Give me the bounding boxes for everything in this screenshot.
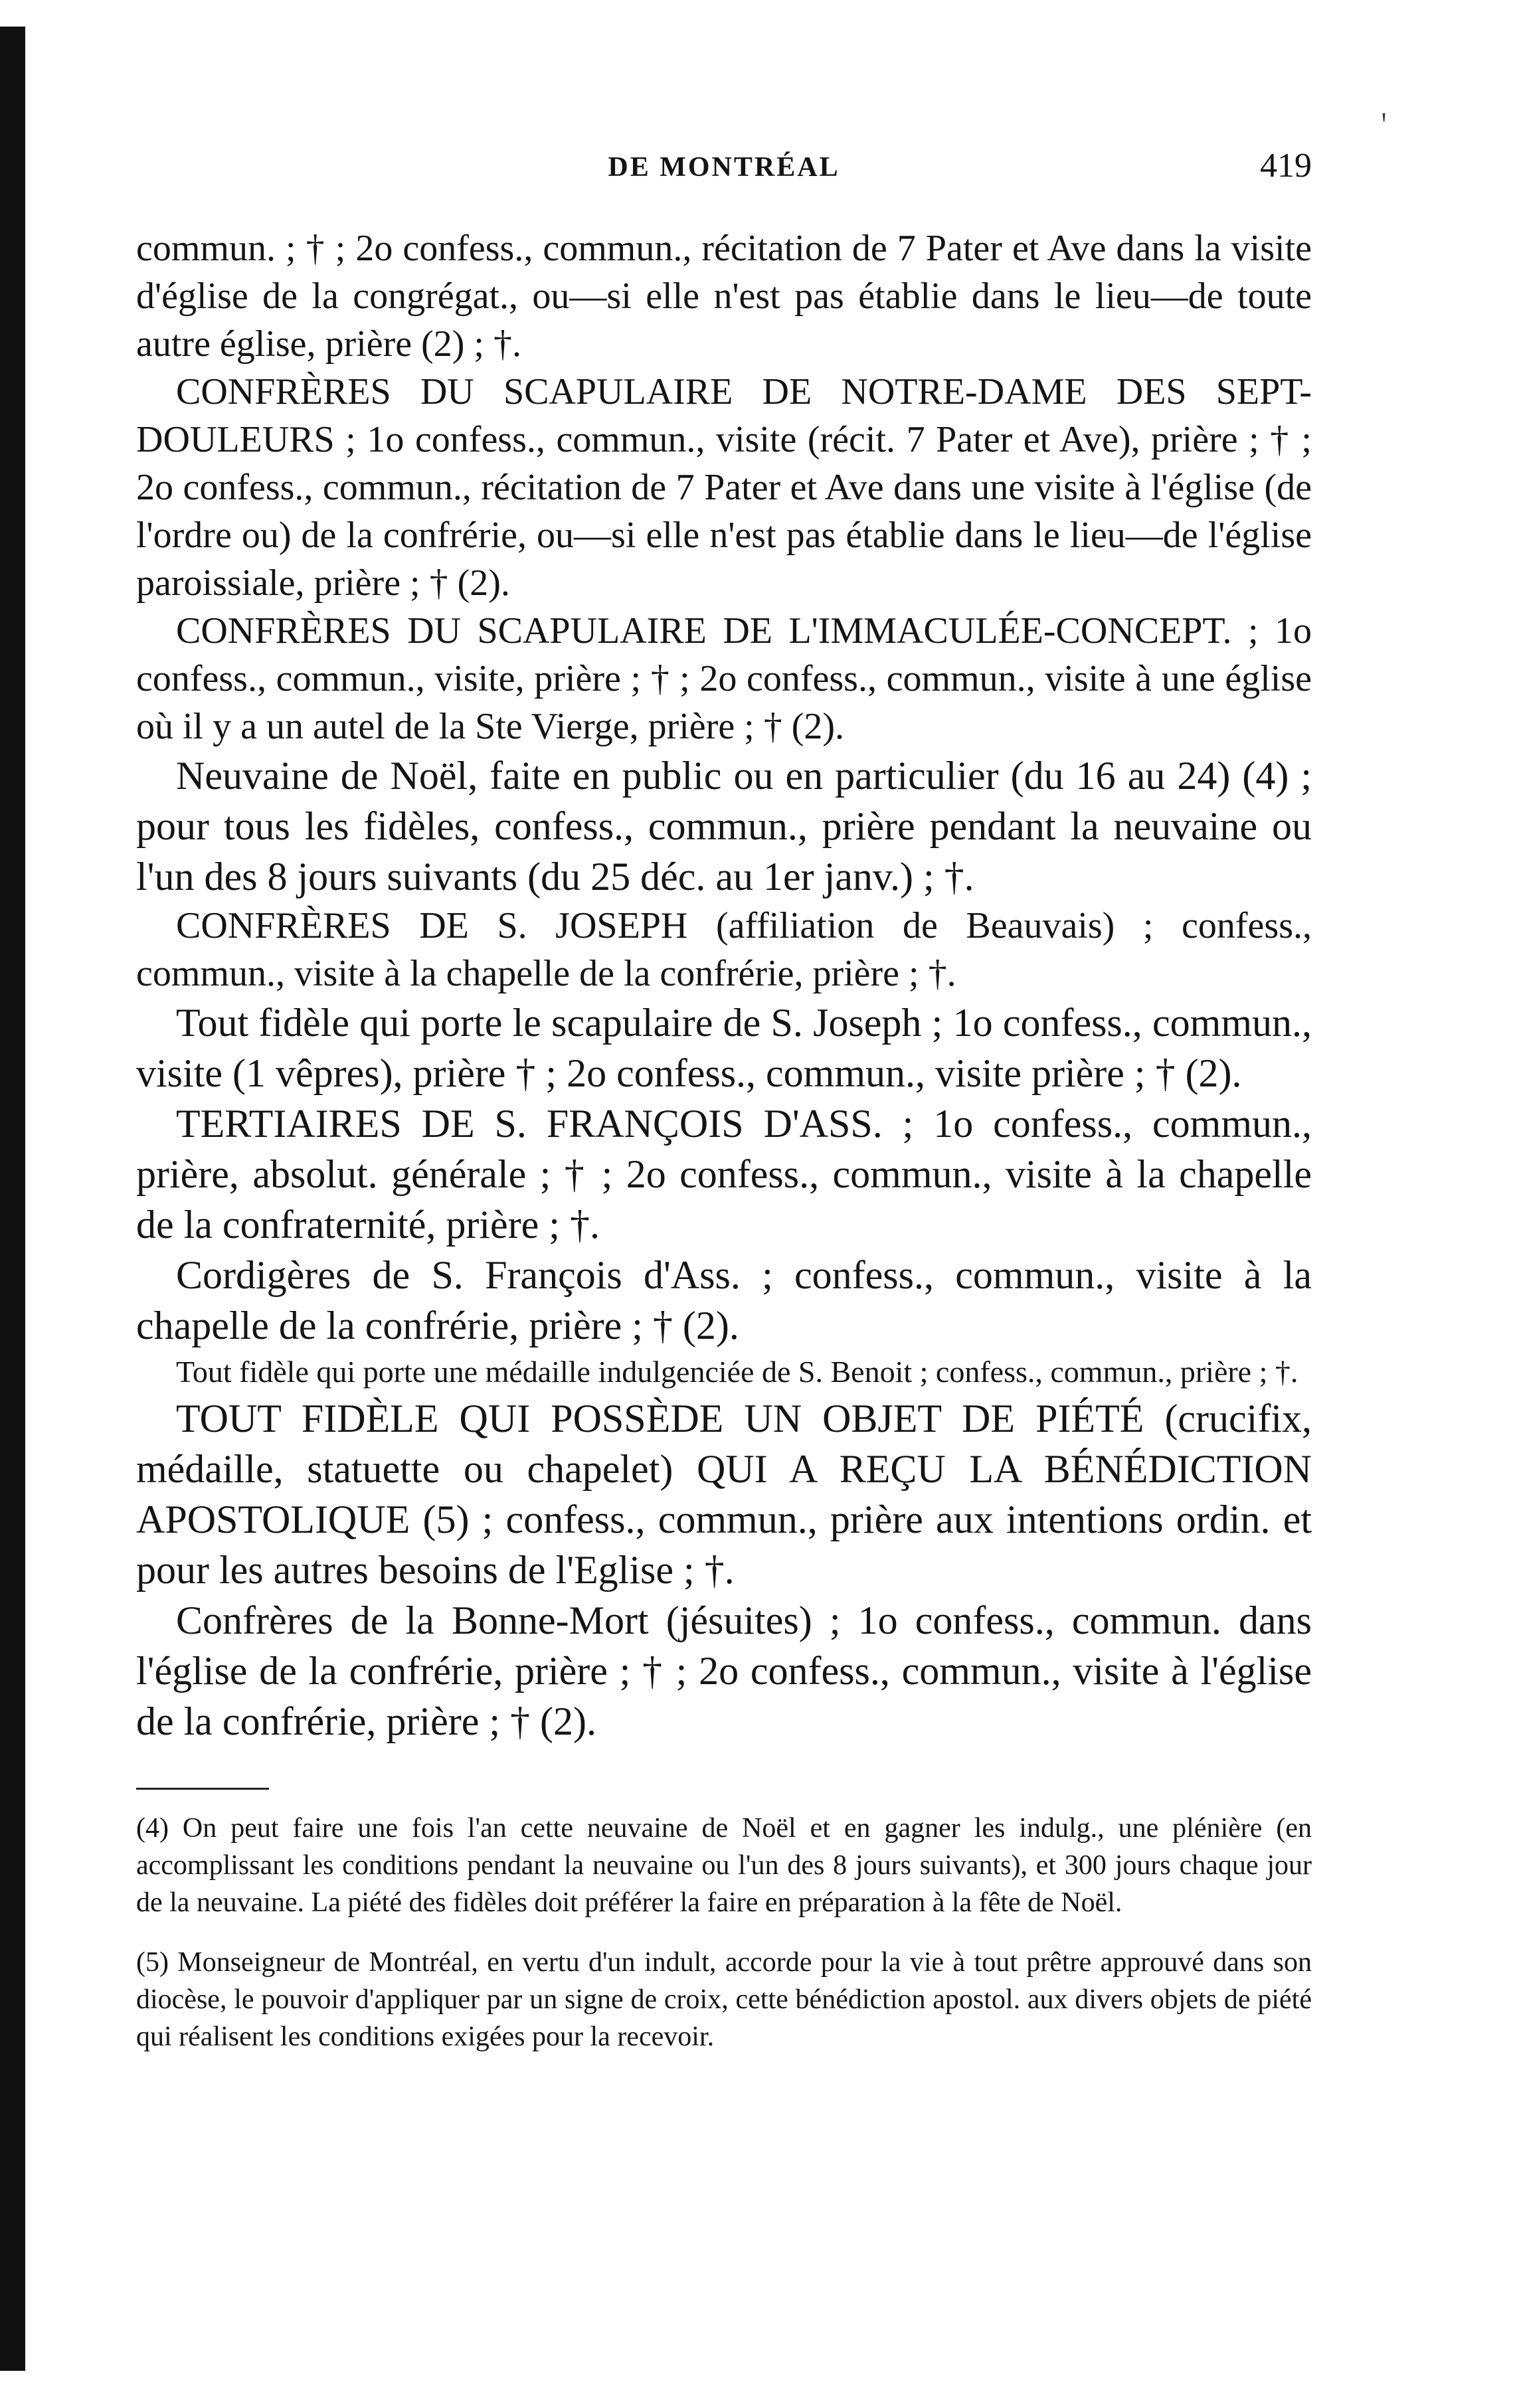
scan-edge-shadow xyxy=(0,27,25,2371)
footnote-4: (4) On peut faire une fois l'an cette neuvaine de Noël et en gagner les indulg., une plénière (en accomplissant les conditions pendant la neuvaine ou l'un des 8 jours suivants), et 300 jours chaque jour de la neuvaine. La piété des fidèles doit préférer la faire en préparation à la fête de Noël. xyxy=(136,1813,1312,1918)
paragraph-neuvaine-noel: Neuvaine de Noël, faite en public ou en particulier (du 16 au 24) (4) ; pour tous les fidèles, confess., commun., prière pendant la neuvaine ou l'un des 8 jours suivants (du 25 déc. au 1er janv.) ; †. xyxy=(136,754,1312,899)
scan-speck: ꞌ xyxy=(1382,107,1387,137)
paragraph-immaculee-conception: CONFRÈRES DU SCAPULAIRE DE L'IMMACULÉE-CONCEPT. ; 1o confess., commun., visite, prière ; † ; 2o confess., commun., visite à une église où il y a un autel de la Ste Vierge, prière ; † (2). xyxy=(136,610,1312,747)
footnote-rule xyxy=(136,1788,269,1790)
paragraph-scapulaire-joseph: Tout fidèle qui porte le scapulaire de S. Joseph ; 1o confess., commun., visite (1 vêpres), prière † ; 2o confess., commun., visite prière ; † (2). xyxy=(136,1001,1312,1095)
running-title: DE MONTRÉAL xyxy=(608,152,840,183)
paragraph-tertiaires: TERTIAIRES DE S. FRANÇOIS D'ASS. ; 1o confess., commun., prière, absolut. générale ; † ; 2o confess., commun., visite à la chapelle de la confraternité, prière ; †. xyxy=(136,1102,1312,1247)
paragraph-bonne-mort: Confrères de la Bonne-Mort (jésuites) ; 1o confess., commun. dans l'église de la confrérie, prière ; † ; 2o confess., commun., visite à l'église de la confrérie, prière ; † (2). xyxy=(136,1598,1312,1743)
body-text xyxy=(136,224,1312,1747)
paragraph-objet-piete: TOUT FIDÈLE QUI POSSÈDE UN OBJET DE PIÉTÉ (crucifix, médaille, statuette ou chapelet) QUI A REÇU LA BÉNÉDICTION APOSTOLIQUE (5) ; confess., commun., prière aux intentions ordin. et pour les autres besoins de l'Eglise ; †. xyxy=(136,1397,1312,1592)
paragraph-sept-douleurs: CONFRÈRES DU SCAPULAIRE DE NOTRE-DAME DES SEPT-DOULEURS ; 1o confess., commun., visite (récit. 7 Pater et Ave), prière ; † ; 2o confess., commun., récitation de 7 Pater et Ave dans une visite à l'église (de l'ordre ou) de la confrérie, ou—si elle n'est pas établie dans le lieu—de l'église paroissiale, prière ; † (2). xyxy=(136,371,1312,604)
footnotes xyxy=(136,1810,1312,2055)
footnote-5: (5) Monseigneur de Montréal, en vertu d'un indult, accorde pour la vie à tout prêtre approuvé dans son diocèse, le pouvoir d'appliquer par un signe de croix, cette bénédiction apostol. aux divers objets de piété qui réalisent les conditions exigées pour la recevoir. xyxy=(136,1947,1312,2052)
book-page xyxy=(136,146,1312,2078)
paragraph-medaille-benoit: Tout fidèle qui porte une médaille indulgenciée de S. Benoit ; confess., commun., prière ; †. xyxy=(176,1355,1298,1389)
paragraph-s-joseph: CONFRÈRES DE S. JOSEPH (affiliation de Beauvais) ; confess., commun., visite à la chapelle de la confrérie, prière ; †. xyxy=(136,905,1312,994)
paragraph-continuation: commun. ; † ; 2o confess., commun., récitation de 7 Pater et Ave dans la visite d'église de la congrégat., ou—si elle n'est pas établie dans le lieu—de toute autre église, prière (2) ; †. xyxy=(136,228,1312,365)
paragraph-cordigeres: Cordigères de S. François d'Ass. ; confess., commun., visite à la chapelle de la confrérie, prière ; † (2). xyxy=(136,1253,1312,1347)
page-number: 419 xyxy=(1260,147,1312,185)
running-head xyxy=(136,146,1312,206)
